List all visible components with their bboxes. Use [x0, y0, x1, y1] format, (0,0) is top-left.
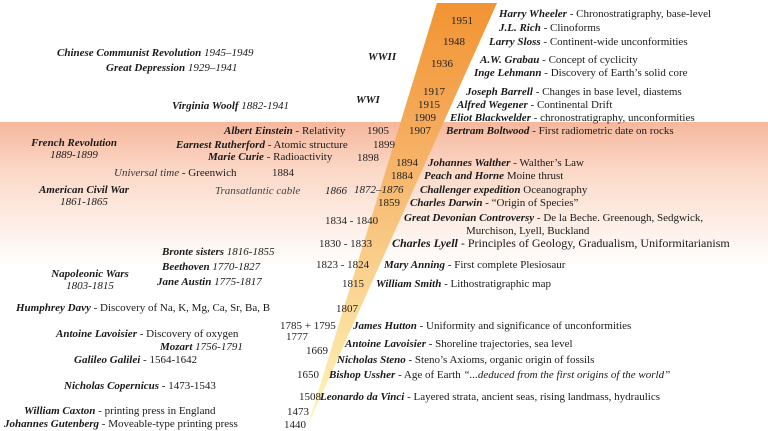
year-label: 1909 [414, 112, 436, 124]
event-great-depression: Great Depression 1929–1941 [106, 62, 238, 74]
year-label: 1951 [451, 15, 473, 27]
era-label-wwii: WWII [368, 51, 397, 63]
year-label: 1936 [431, 58, 453, 70]
year-label: 1884 [391, 170, 413, 182]
event-galileo: Galileo Galilei - 1564-1642 [74, 354, 198, 366]
event-napoleonic-wars: Napoleonic Wars 1803-1815 [51, 268, 129, 292]
event-darwin: Charles Darwin - “Origin of Species” [410, 197, 579, 209]
era-label-wwi: WWI [356, 94, 380, 106]
event-virginia-woolf: Virginia Woolf 1882-1941 [172, 100, 289, 112]
year-label: 1807 [336, 303, 358, 315]
event-steno: Nicholas Steno - Steno’s Axioms, organic origin of fossils [337, 354, 595, 366]
event-lavoisier-geo: Antoine Lavoisier - Shoreline trajectories, sea level [345, 338, 573, 350]
event-humphrey-davy: Humphrey Davy - Discovery of Na, K, Mg, Ca, Sr, Ba, B [16, 302, 271, 314]
event-hutton: James Hutton - Uniformity and significance of unconformities [353, 320, 632, 332]
year-label: 1884 [272, 167, 294, 179]
year-label: 1948 [443, 36, 465, 48]
year-label: 1907 [409, 125, 431, 137]
year-label: 1777 [286, 331, 308, 343]
year-label: 1650 [297, 369, 319, 381]
year-label: 1440 [284, 419, 306, 431]
event-peach-horne: Peach and Horne Moine thrust [424, 170, 564, 182]
year-label: 1815 [342, 278, 364, 290]
event-da-vinci: Leonardo da Vinci - Layered strata, ancient seas, rising landmass, hydraulics [320, 391, 661, 403]
event-sloss: Larry Sloss - Continent-wide unconformities [489, 36, 688, 48]
event-lavoisier-oxygen: Antoine Lavoisier - Discovery of oxygen [56, 328, 239, 340]
year-label: 1669 [306, 345, 328, 357]
year-label: 1872–1876 [354, 184, 404, 196]
year-label: 1917 [423, 86, 445, 98]
event-rich: J.L. Rich - Clinoforms [499, 22, 601, 34]
year-label: 1859 [378, 197, 400, 209]
event-lyell: Charles Lyell - Principles of Geology, Gradualism, Uniformitarianism [392, 236, 730, 250]
event-american-civil-war: American Civil War 1861-1865 [38, 184, 130, 208]
event-blackwelder: Eliot Blackwelder - chronostratigraphy, unconformities [450, 112, 695, 124]
event-wheeler: Harry Wheeler - Chronostratigraphy, base-level [499, 8, 712, 20]
event-gutenberg: Johannes Gutenberg - Moveable-type printing press [4, 418, 238, 430]
year-label: 1785 + 1795 [280, 320, 336, 332]
year-label: 1899 [373, 139, 395, 151]
event-smith: William Smith - Lithostratigraphic map [376, 278, 551, 290]
event-devonian-cont: Murchison, Lyell, Buckland [466, 225, 590, 237]
event-lehmann: Inge Lehmann - Discovery of Earth’s solid core [474, 67, 688, 79]
event-challenger: Challenger expedition Oceanography [420, 184, 588, 196]
year-label: 1894 [396, 157, 418, 169]
event-transatlantic-cable: Transatlantic cable [215, 185, 301, 197]
event-walther: Johannes Walther - Walther’s Law [428, 157, 584, 169]
event-devonian: Great Devonian Controversy - De la Beche. Greenough, Sedgwick, [404, 212, 704, 224]
event-beethoven: Beethoven 1770-1827 [162, 261, 261, 273]
year-label: 1898 [357, 152, 379, 164]
event-grabau: A.W. Grabau - Concept of cyclicity [480, 54, 638, 66]
year-label: 1473 [287, 406, 309, 418]
year-label: 1905 [367, 125, 389, 137]
year-label: 1830 - 1833 [319, 238, 373, 250]
event-einstein: Albert Einstein - Relativity [224, 125, 346, 137]
event-ussher: Bishop Ussher - Age of Earth “...deduced from the first origins of the world” [329, 369, 671, 381]
event-french-revolution: French Revolution 1889-1899 [31, 137, 117, 161]
event-copernicus: Nicholas Copernicus - 1473-1543 [64, 380, 216, 392]
event-caxton: William Caxton - printing press in England [24, 405, 216, 417]
year-label: 1823 - 1824 [316, 259, 370, 271]
event-curie: Marie Curie - Radioactivity [208, 151, 333, 163]
event-wegener: Alfred Wegener - Continental Drift [457, 99, 613, 111]
event-barrell: Joseph Barrell - Changes in base level, diastems [466, 86, 682, 98]
year-label: 1915 [418, 99, 440, 111]
event-boltwood: Bertram Boltwood - First radiometric date on rocks [446, 125, 674, 137]
event-mozart: Mozart 1756-1791 [160, 341, 243, 353]
year-label: 1866 [325, 185, 347, 197]
event-anning: Mary Anning - First complete Plesiosaur [384, 259, 566, 271]
event-universal-time: Universal time - Greenwich [114, 167, 237, 179]
year-label: 1834 - 1840 [325, 215, 379, 227]
event-jane-austin: Jane Austin 1775-1817 [157, 276, 262, 288]
event-bronte-sisters: Bronte sisters 1816-1855 [162, 246, 275, 258]
event-rutherford: Earnest Rutherford - Atomic structure [176, 139, 348, 151]
year-label: 1508 [299, 391, 321, 403]
event-chinese-revolution: Chinese Communist Revolution 1945–1949 [57, 47, 254, 59]
